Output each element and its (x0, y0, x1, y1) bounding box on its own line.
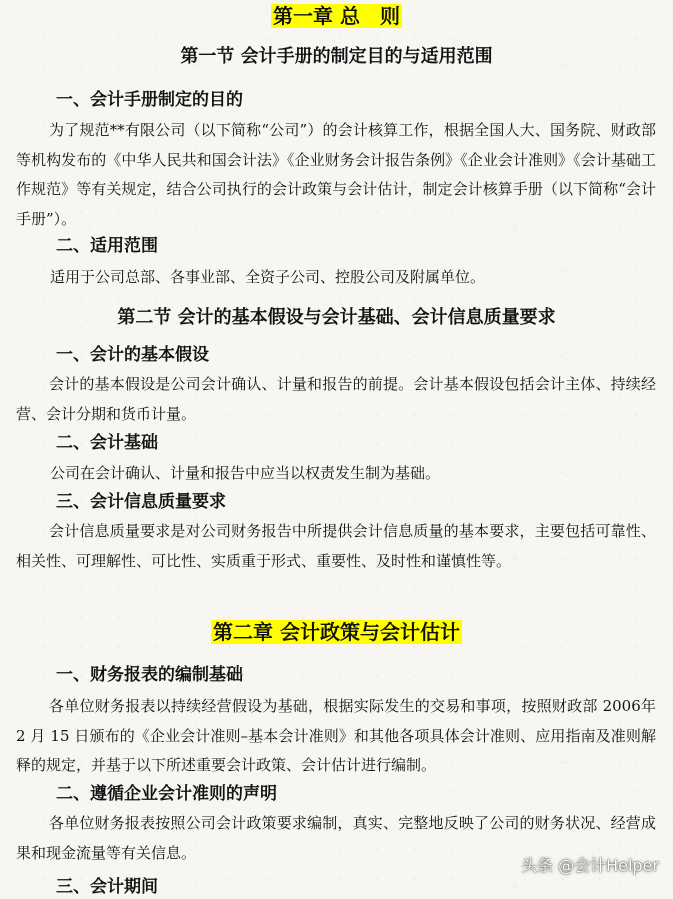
paragraph-compliance-statement: 各单位财务报表按照公司会计政策要求编制，真实、完整地反映了公司的财务状况、经营成果和现金流量等有关信息。 (16, 814, 656, 862)
section-1-title: 第一节 会计手册的制定目的与适用范围 (180, 46, 493, 67)
heading-accounting-period: 三、会计期间 (56, 877, 158, 897)
chapter-1-title (0, 2, 673, 30)
heading-basic-assumptions: 一、会计的基本假设 (56, 345, 209, 365)
heading-prep-basis: 一、财务报表的编制基础 (56, 665, 243, 685)
heading-info-quality: 三、会计信息质量要求 (56, 492, 226, 512)
heading-purpose: 一、会计手册制定的目的 (56, 90, 243, 110)
chapter-2-title (0, 618, 673, 646)
heading-scope: 二、适用范围 (56, 236, 158, 256)
section-2-title: 第二节 会计的基本假设与会计基础、会计信息质量要求 (117, 307, 556, 328)
paragraph-info-quality: 会计信息质量要求是对公司财务报告中所提供会计信息质量的基本要求，主要包括可靠性、相关性、可理解性、可比性、实质重于形式、重要性、及时性和谨慎性等。 (16, 522, 656, 570)
paragraph-prep-basis: 各单位财务报表以持续经营假设为基础，根据实际发生的交易和事项，按照财政部 2006年 2 月 15 日颁布的《企业会计准则–基本会计准则》和其他各项具体会计准则、应用指南及准则解释的规定，并基于以下所述重要会计政策、会计估计进行编制。 (16, 697, 656, 774)
heading-compliance-statement: 二、遵循企业会计准则的声明 (56, 784, 277, 804)
chapter-1-title-text: 第一章 总 则 (273, 4, 400, 28)
chapter-2-title-text: 第二章 会计政策与会计估计 (213, 620, 460, 644)
paragraph-accounting-basis: 公司在会计确认、计量和报告中应当以权责发生制为基础。 (50, 464, 441, 482)
paragraph-scope: 适用于公司总部、各事业部、全资子公司、控股公司及附属单位。 (50, 268, 486, 286)
paragraph-purpose: 为了规范**有限公司（以下简称“公司”）的会计核算工作，根据全国人大、国务院、财政部等机构发布的《中华人民共和国会计法》《企业财务会计报告条例》《企业会计准则》《会计基础工作规范》等有关规定，结合公司执行的会计政策与会计估计，制定会计核算手册（以下简称“会计手册”）。 (16, 121, 656, 228)
heading-accounting-basis: 二、会计基础 (56, 433, 158, 453)
watermark-label: 头条 @会计Helper (521, 856, 659, 875)
paragraph-basic-assumptions: 会计的基本假设是公司会计确认、计量和报告的前提。会计基本假设包括会计主体、持续经营、会计分期和货币计量。 (16, 375, 656, 423)
